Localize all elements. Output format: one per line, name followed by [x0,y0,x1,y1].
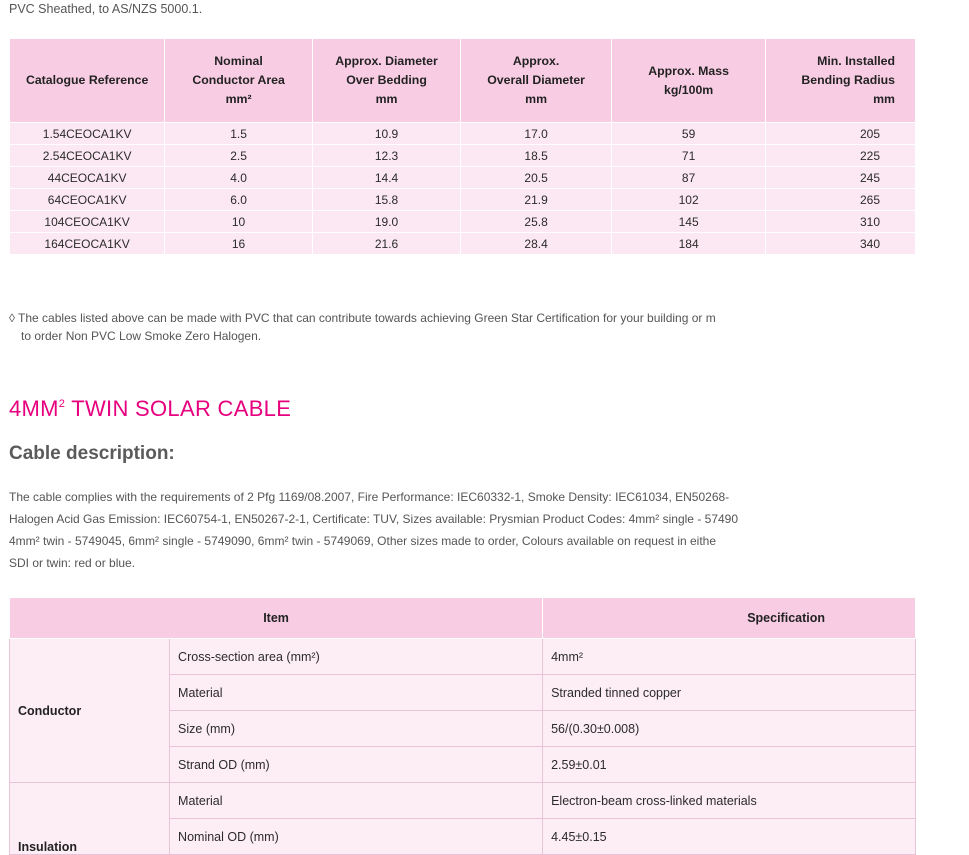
intro-text: PVC Sheathed, to AS/NZS 5000.1. [9,2,203,16]
cable-description [9,486,969,574]
header-mass: Approx. Mass kg/100m [611,39,765,123]
cell-bending-radius: 225 [766,145,916,167]
cell-conductor-area: 6.0 [165,189,313,211]
cell-item: Nominal OD (mm) [170,819,543,855]
cell-diameter-over-bedding: 15.8 [312,189,460,211]
cell-mass: 184 [611,233,765,255]
cell-mass: 145 [611,211,765,233]
cell-overall-diameter: 21.9 [461,189,612,211]
cell-overall-diameter: 17.0 [461,123,612,145]
header-overall-diameter: Approx. Overall Diameter mm [461,39,612,123]
header-bending-radius: Min. Installed Bending Radius mm [766,39,916,123]
description-line: Halogen Acid Gas Emission: IEC60754-1, EN50267-2-1, Certificate: TUV, Sizes available: Prysmian Product Codes: 4mm² single - 57490 [9,512,739,526]
cell-diameter-over-bedding: 14.4 [312,167,460,189]
cell-mass: 102 [611,189,765,211]
cell-spec: Electron-beam cross-linked materials [543,783,916,819]
cell-diameter-over-bedding: 21.6 [312,233,460,255]
catalogue-table [9,38,916,255]
table-row [10,211,916,233]
specification-table-header [10,598,916,639]
table-row [10,189,916,211]
cell-overall-diameter: 25.8 [461,211,612,233]
cell-conductor-area: 4.0 [165,167,313,189]
cell-item: Strand OD (mm) [170,747,543,783]
table-row [10,123,916,145]
description-line: The cable complies with the requirements of 2 Pfg 1169/08.2007, Fire Performance: IEC60332-1, Smoke Density: IEC61034, EN50268- [9,490,730,504]
cell-item: Material [170,675,543,711]
table-row [10,233,916,255]
cell-conductor-area: 16 [165,233,313,255]
note-line: ◊ The cables listed above can be made with PVC that can contribute towards achieving Green Star Certification for your building or m [9,311,716,325]
header-item: Item [10,598,543,639]
cell-overall-diameter: 18.5 [461,145,612,167]
cell-bending-radius: 205 [766,123,916,145]
cell-catalogue-reference: 104CEOCA1KV [10,211,165,233]
section-title: $4MM^2$ TWIN SOLAR CABLE [9,396,292,421]
table-row [10,145,916,167]
cell-conductor-area: 1.5 [165,123,313,145]
cell-catalogue-reference: 44CEOCA1KV [10,167,165,189]
cell-spec: 4mm² [543,639,916,675]
cell-conductor-area: 2.5 [165,145,313,167]
cell-spec: 56/(0.30±0.008) [543,711,916,747]
header-conductor-area: Nominal Conductor Area mm² [165,39,313,123]
cell-conductor-area: 10 [165,211,313,233]
table-row [10,167,916,189]
cell-diameter-over-bedding: 10.9 [312,123,460,145]
cell-mass: 87 [611,167,765,189]
cell-spec: Stranded tinned copper [543,675,916,711]
cell-catalogue-reference: 64CEOCA1KV [10,189,165,211]
cell-spec: 2.59±0.01 [543,747,916,783]
green-star-note [9,309,939,345]
header-diameter-over-bedding: Approx. Diameter Over Bedding mm [312,39,460,123]
cell-item: Material [170,783,543,819]
cell-mass: 59 [611,123,765,145]
table-row [10,783,916,819]
header-specification: Specification [543,598,916,639]
cell-bending-radius: 340 [766,233,916,255]
description-line: SDI or twin: red or blue. [9,556,136,570]
cell-diameter-over-bedding: 12.3 [312,145,460,167]
cell-overall-diameter: 28.4 [461,233,612,255]
section-subtitle: Cable description: [9,443,175,464]
header-catalogue-reference: Catalogue Reference [10,39,165,123]
cell-diameter-over-bedding: 19.0 [312,211,460,233]
cell-bending-radius: 245 [766,167,916,189]
cell-spec: 4.45±0.15 [543,819,916,855]
note-line: to order Non PVC Low Smoke Zero Halogen. [21,329,262,343]
cell-overall-diameter: 20.5 [461,167,612,189]
group-conductor: Conductor [10,639,170,783]
cell-bending-radius: 310 [766,211,916,233]
table-row [10,639,916,675]
cell-mass: 71 [611,145,765,167]
specification-table [9,597,916,855]
cell-catalogue-reference: 2.54CEOCA1KV [10,145,165,167]
cell-item: Cross-section area (mm²) [170,639,543,675]
cell-catalogue-reference: 1.54CEOCA1KV [10,123,165,145]
group-insulation: Insulation [10,783,170,855]
catalogue-table-header [10,39,916,123]
cell-catalogue-reference: 164CEOCA1KV [10,233,165,255]
cell-bending-radius: 265 [766,189,916,211]
cell-item: Size (mm) [170,711,543,747]
description-line: 4mm² twin - 5749045, 6mm² single - 5749090, 6mm² twin - 5749069, Other sizes made to order, Colours available on request in eithe [9,534,717,548]
